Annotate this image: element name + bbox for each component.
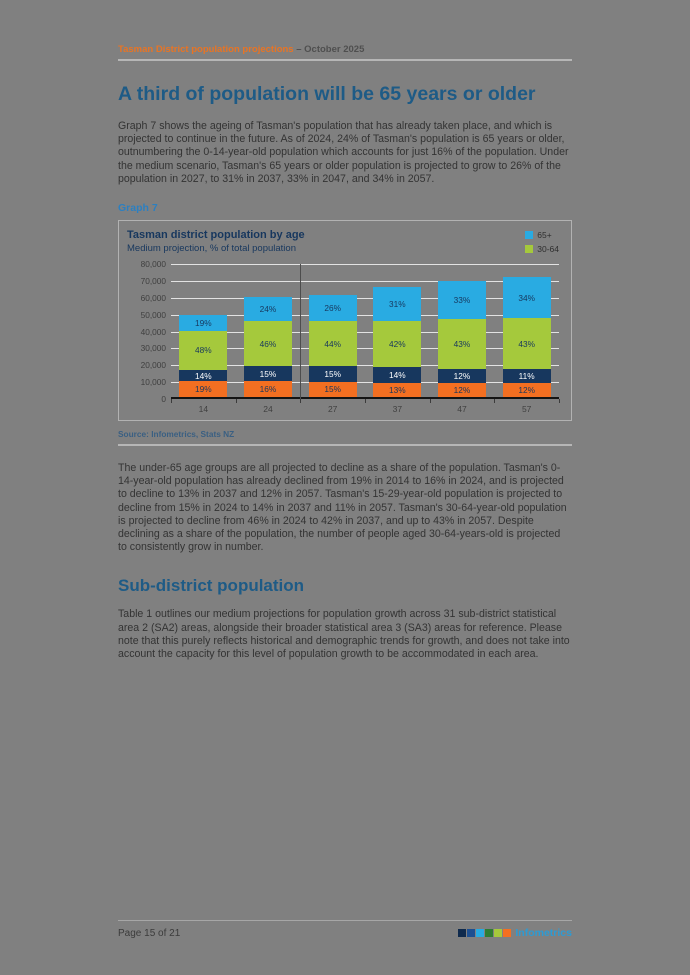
logo-square-icon xyxy=(467,929,475,937)
x-axis-label: 27 xyxy=(327,404,338,415)
chart-titles xyxy=(127,229,305,254)
x-axis-tick xyxy=(494,399,495,403)
bar-segment-15-29: 15% xyxy=(244,366,292,381)
stacked-bar xyxy=(179,315,227,397)
x-axis-label: 24 xyxy=(263,404,273,415)
x-axis-tick xyxy=(171,399,172,403)
y-axis-label: 60,000 xyxy=(140,292,166,303)
legend-swatch-icon xyxy=(525,231,533,239)
stacked-bar xyxy=(373,287,421,397)
logo-square-icon xyxy=(485,929,493,937)
stacked-bar xyxy=(309,295,357,397)
infometrics-logo xyxy=(458,927,572,939)
x-axis-label: 37 xyxy=(392,404,403,415)
chart-x-labels xyxy=(171,404,559,414)
gridline xyxy=(171,264,559,265)
graph-7-label: Graph 7 xyxy=(118,202,158,215)
bar-segment-0-14: 19% xyxy=(179,381,227,397)
gridline xyxy=(171,365,559,366)
gridline xyxy=(171,281,559,282)
header-divider xyxy=(118,59,572,61)
chart-subtitle: Medium projection, % of total population xyxy=(127,243,296,255)
gridline xyxy=(171,348,559,349)
paragraph-decline: The under-65 age groups are all projected to decline as a share of the population. Tasman's 0-14-year-old population has already declined from 19% in 2014 to 16% in 2024, and is projected to decline to 13% in 2037 and 12% in 2057. Tasman's 15-29-year-old population is projected to decline from 15% in 2024 to 14% in 2037 and 11% in 2057. Tasman's 30-64-year-old population is projected to decline from 46% in 2024 to 42% in 2037, and up to 43% in 2057. Despite declining as a share of the population, the number of people aged 30-64-years-old is projected to consistently grow in number. xyxy=(118,462,567,554)
logo-square-icon xyxy=(458,929,466,937)
x-axis-tick xyxy=(236,399,237,403)
chart-header xyxy=(127,229,561,258)
actual-projection-divider xyxy=(300,264,301,399)
bar-segment-0-14: 13% xyxy=(373,383,421,397)
paragraph-ageing: Graph 7 shows the ageing of Tasman's population that has already taken place, and which is projected to continue in the future. As of 2024, 24% of Tasman's population is 65 years or older, outnumbering the 0-14-year-old population which accounts for just 16% of the population. Under the medium scenario, Tasman's 65 years or older population is projected to grow to 26% of the population in 2027, to 31% in 2037, 33% in 2047, and 34% in 2057. xyxy=(118,120,569,185)
bar-segment-0-14: 15% xyxy=(309,382,357,397)
bar-segment-30-64: 43% xyxy=(503,318,551,370)
source-divider xyxy=(118,444,572,446)
chart-title: Tasman district population by age xyxy=(127,229,305,242)
bar-segment-0-14: 16% xyxy=(244,381,292,397)
page-number: Page 15 of 21 xyxy=(118,927,181,939)
y-axis-label: 50,000 xyxy=(140,309,166,320)
bar-segment-65+: 34% xyxy=(503,277,551,318)
page-title: A third of population will be 65 years or older xyxy=(118,83,536,105)
x-axis-label: 47 xyxy=(457,404,467,415)
y-axis-label: 70,000 xyxy=(140,275,166,286)
x-axis-tick xyxy=(430,399,431,403)
bar-segment-65+: 26% xyxy=(309,295,357,322)
x-axis-tick xyxy=(559,399,560,403)
stacked-bar xyxy=(503,277,551,397)
logo-square-icon xyxy=(494,929,502,937)
legend-label: 65+ xyxy=(537,230,552,241)
stacked-bar xyxy=(438,281,486,397)
stacked-bar xyxy=(244,297,292,397)
legend-label: 30-64 xyxy=(537,244,559,255)
logo-squares xyxy=(458,929,512,937)
legend-item xyxy=(525,244,559,254)
bar-segment-30-64: 42% xyxy=(373,321,421,367)
page-footer xyxy=(118,920,572,939)
bar-segment-15-29: 12% xyxy=(438,369,486,383)
bar-segment-30-64: 43% xyxy=(438,319,486,369)
gridline xyxy=(171,332,559,333)
document-header xyxy=(118,0,572,55)
bar-segment-15-29: 11% xyxy=(503,369,551,382)
gridline xyxy=(171,382,559,383)
y-axis-label: 80,000 xyxy=(140,259,166,270)
gridline xyxy=(171,315,559,316)
logo-wordmark: Infometrics xyxy=(515,927,572,939)
x-axis-label: 57 xyxy=(521,404,532,415)
bar-segment-65+: 19% xyxy=(179,315,227,331)
bar-segment-65+: 31% xyxy=(373,287,421,321)
bar-segment-0-14: 12% xyxy=(438,383,486,397)
bar-segment-30-64: 48% xyxy=(179,331,227,370)
chart-graph-7 xyxy=(118,220,572,421)
y-axis-label: 30,000 xyxy=(140,343,166,354)
page-content xyxy=(118,0,572,661)
x-axis-label: 14 xyxy=(198,404,209,415)
y-axis-label: 10,000 xyxy=(140,377,166,388)
y-axis-label: 0 xyxy=(161,394,166,405)
bar-segment-30-64: 46% xyxy=(244,321,292,367)
y-axis-label: 40,000 xyxy=(140,326,166,337)
bar-segment-65+: 33% xyxy=(438,281,486,319)
subdistrict-heading: Sub-district population xyxy=(118,576,305,596)
paragraph-subdistrict: Table 1 outlines our medium projections for population growth across 31 sub-district statistical area 2 (SA2) areas, alongside their broader statistical area 3 (SA3) areas for reference. Please note that this purely reflects historical and demographic trends for growth, and does not take into account the capacity for this level of population growth to be accommodated in each area. xyxy=(118,608,570,661)
logo-square-icon xyxy=(503,929,511,937)
header-date: – October 2025 xyxy=(293,44,365,55)
chart-source-note: Source: Infometrics, Stats NZ xyxy=(118,429,235,440)
legend-swatch-icon xyxy=(525,245,533,253)
bar-segment-15-29: 14% xyxy=(373,367,421,382)
bar-segment-15-29: 15% xyxy=(309,366,357,381)
bar-segment-65+: 24% xyxy=(244,297,292,321)
x-axis-tick xyxy=(300,399,301,403)
logo-square-icon xyxy=(476,929,484,937)
chart-legend xyxy=(525,230,559,258)
bar-segment-30-64: 44% xyxy=(309,321,357,366)
gridline xyxy=(171,298,559,299)
chart-plot xyxy=(140,259,559,405)
legend-item xyxy=(525,230,559,240)
header-brand: Tasman District population projections xyxy=(118,44,294,55)
bar-segment-15-29: 14% xyxy=(179,370,227,381)
y-axis-label: 20,000 xyxy=(140,360,166,371)
x-axis-tick xyxy=(365,399,366,403)
bar-segment-0-14: 12% xyxy=(503,383,551,397)
